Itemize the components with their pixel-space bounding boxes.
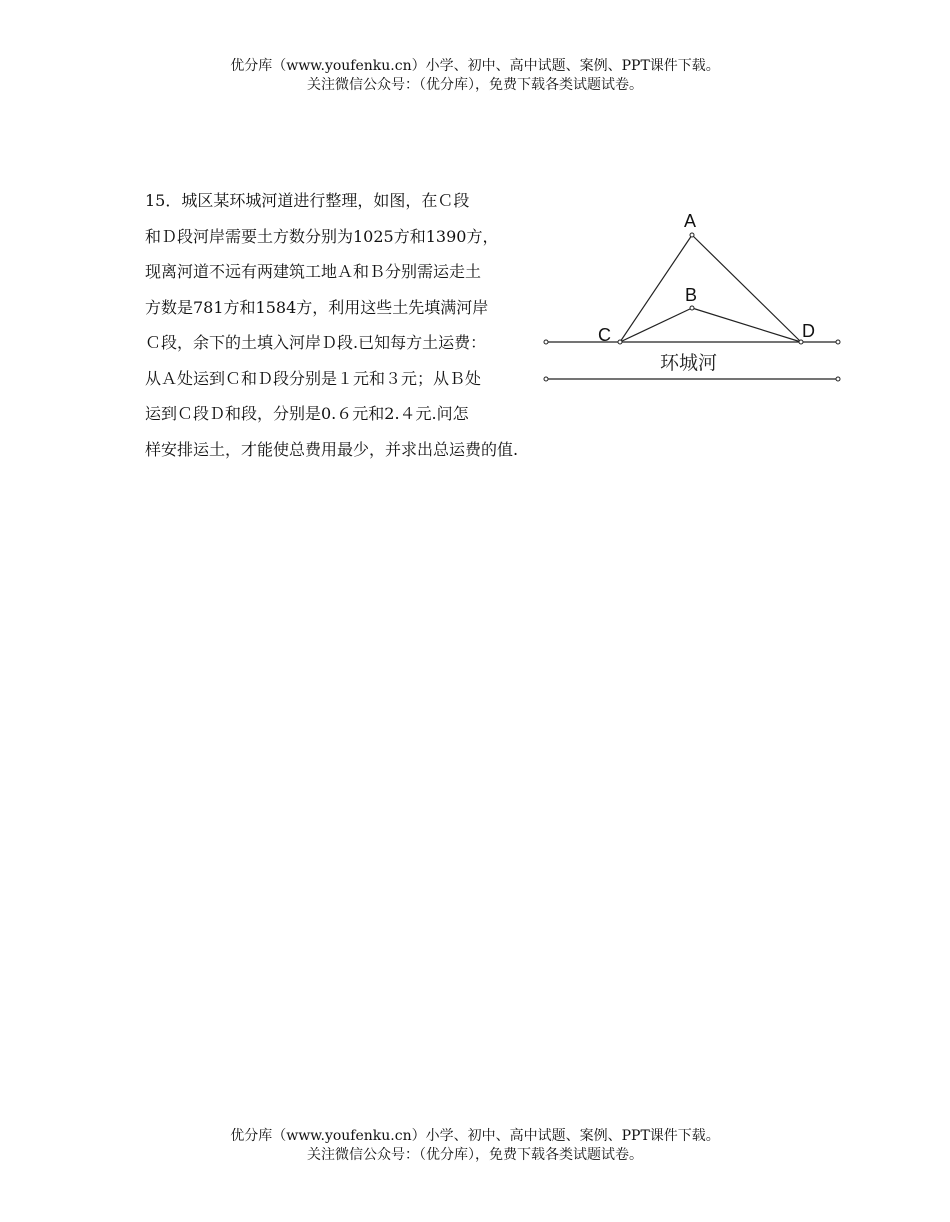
footer-line-1: 优分库（www.youfenku.cn）小学、初中、高中试题、案例、PPT课件下载。 bbox=[230, 1128, 720, 1144]
label-c: C bbox=[598, 325, 611, 345]
point-b bbox=[690, 306, 694, 310]
segment-bd bbox=[692, 308, 801, 342]
problem-line: 运到Ｃ段Ｄ和段，分别是0.６元和2.４元.问怎 bbox=[145, 404, 469, 423]
problem-15 bbox=[145, 186, 605, 470]
problem-line: 现离河道不远有两建筑工地Ａ和Ｂ分别需运走土 bbox=[145, 262, 482, 281]
problem-line: 15．城区某环城河道进行整理，如图，在Ｃ段 bbox=[145, 191, 470, 210]
segment-ad bbox=[692, 235, 801, 342]
label-d: D bbox=[802, 321, 815, 341]
bank-endpoint bbox=[836, 340, 840, 344]
problem-line: Ｃ段，余下的土填入河岸Ｄ段.已知每方土运费： bbox=[145, 333, 487, 352]
problem-line: 和Ｄ段河岸需要土方数分别为1025方和1390方， bbox=[145, 226, 499, 246]
point-a bbox=[690, 233, 694, 237]
footer-line-2: 关注微信公众号：（优分库），免费下载各类试题试卷。 bbox=[307, 1147, 643, 1163]
bank-endpoint bbox=[544, 377, 548, 381]
bank-endpoint bbox=[544, 340, 548, 344]
problem-line: 从Ａ处运到Ｃ和Ｄ段分别是１元和３元；从Ｂ处 bbox=[145, 368, 482, 388]
river-label: 环城河 bbox=[660, 353, 718, 374]
page-footer bbox=[0, 1127, 950, 1165]
header-line-2: 关注微信公众号：（优分库），免费下载各类试题试卷。 bbox=[307, 77, 643, 93]
bank-endpoint bbox=[836, 377, 840, 381]
page-header bbox=[0, 57, 950, 95]
river-diagram bbox=[540, 205, 845, 390]
header-line-1: 优分库（www.youfenku.cn）小学、初中、高中试题、案例、PPT课件下载。 bbox=[230, 58, 720, 74]
segment-ac bbox=[620, 235, 692, 342]
point-c bbox=[618, 340, 622, 344]
problem-line: 方数是781方和1584方，利用这些土先填满河岸 bbox=[145, 297, 489, 317]
label-a: A bbox=[684, 211, 697, 231]
label-b: B bbox=[685, 285, 698, 305]
problem-line: 样安排运土，才能使总费用最少，并求出总运费的值. bbox=[145, 439, 519, 459]
